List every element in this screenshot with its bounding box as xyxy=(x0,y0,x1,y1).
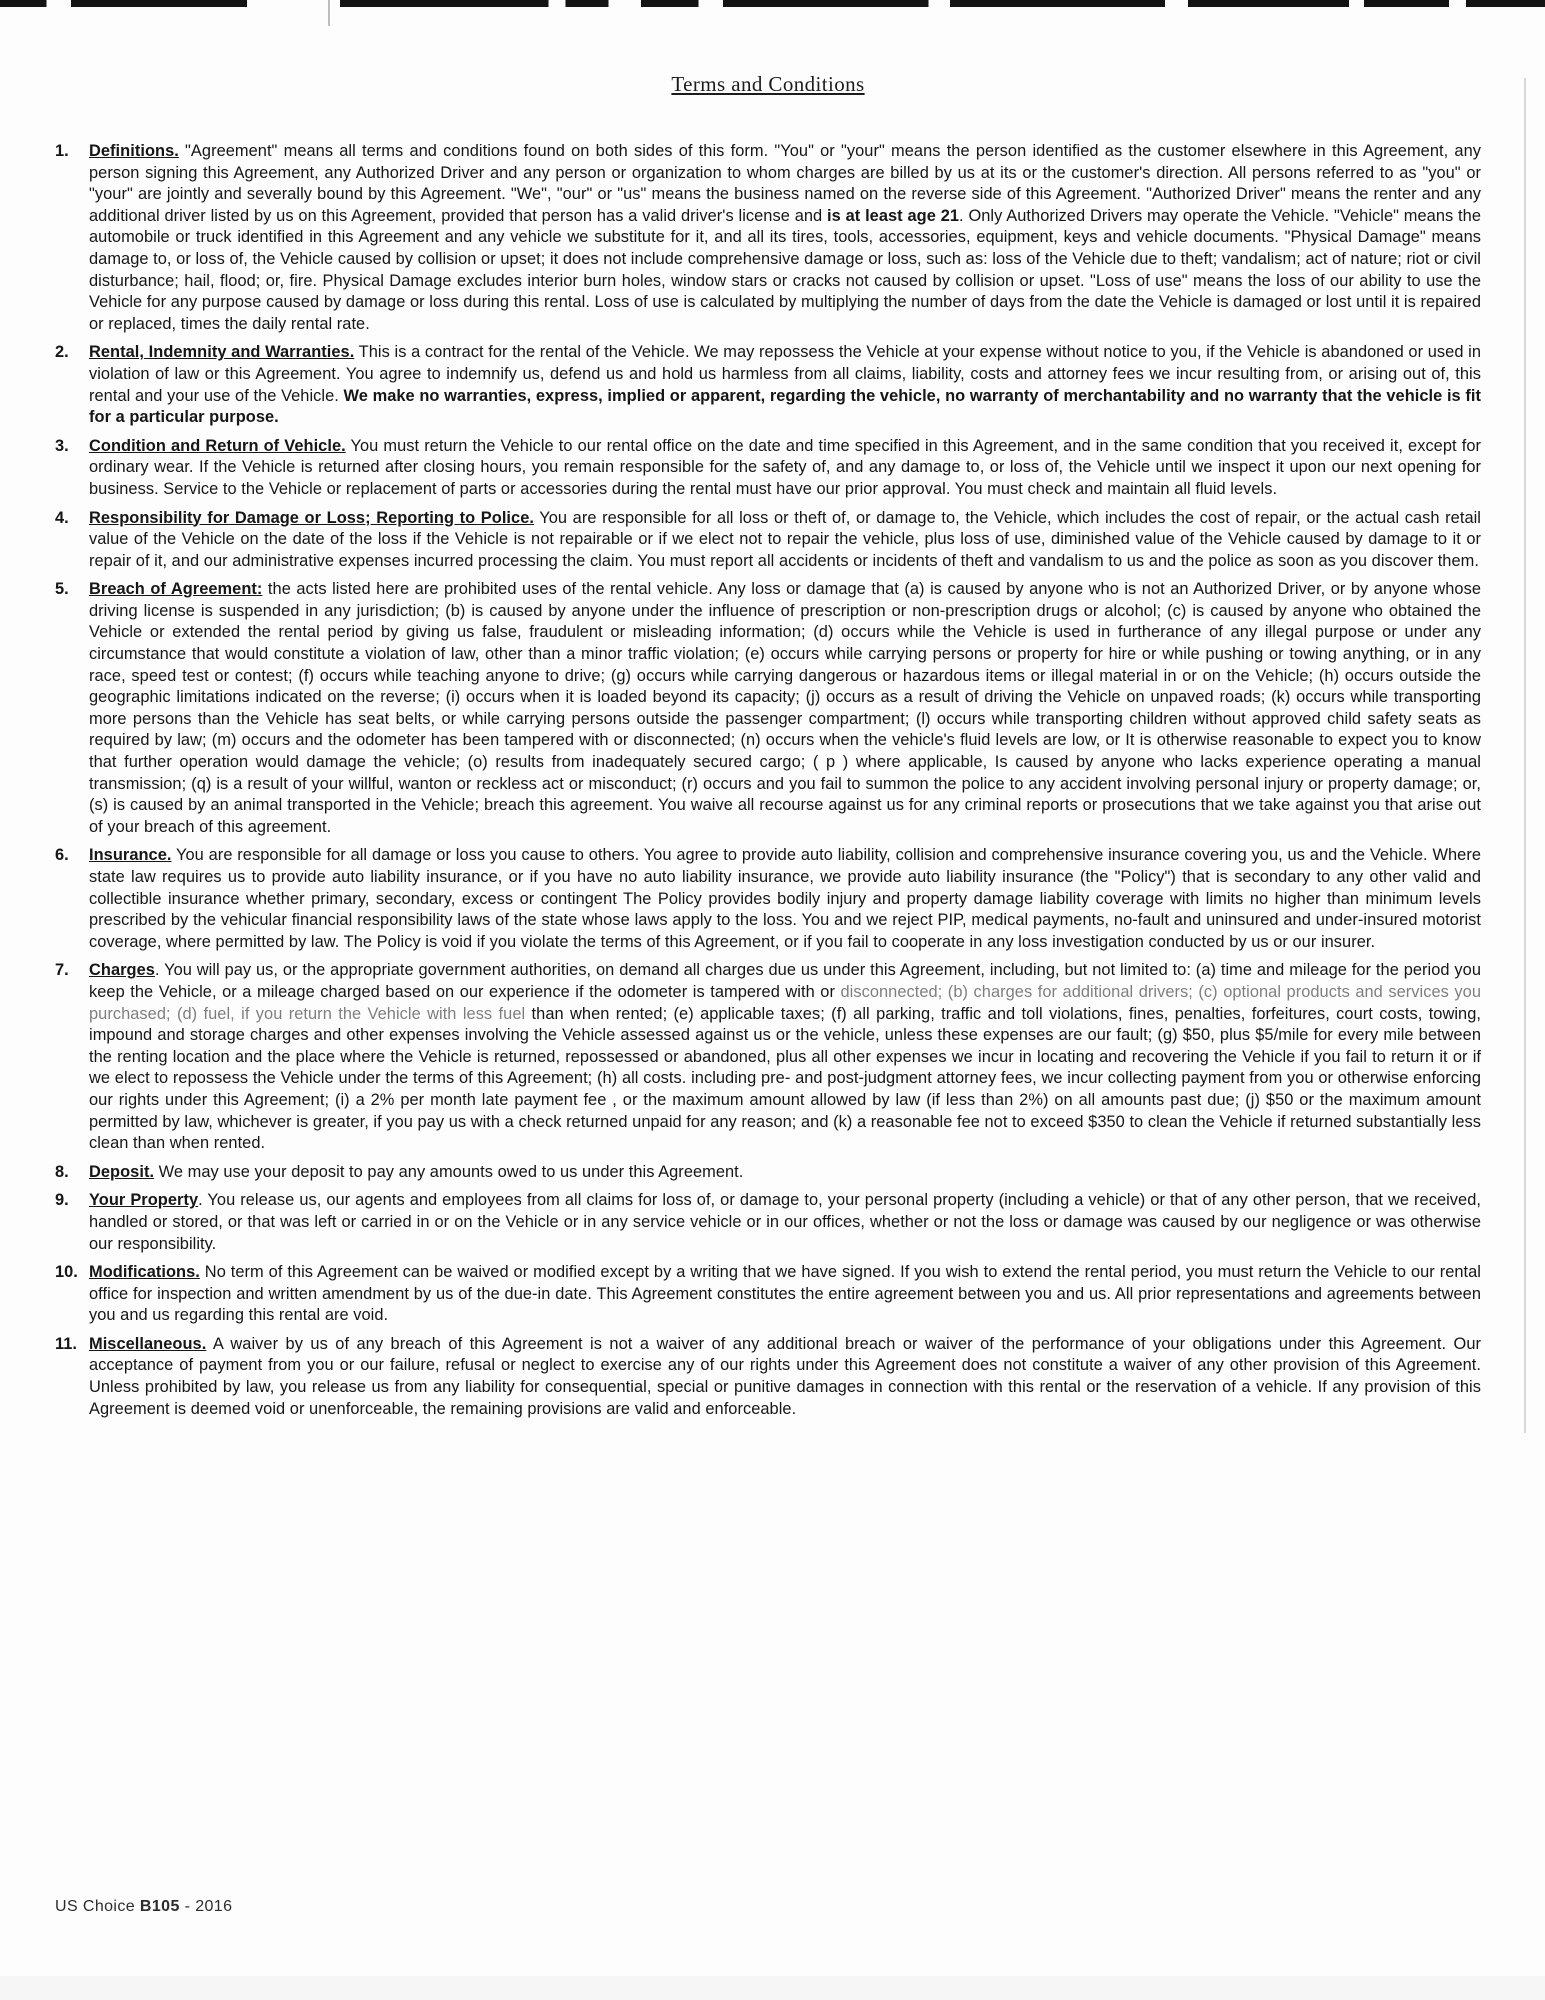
section-number: 9. xyxy=(55,1191,69,1210)
section-text: than when rented; (e) applicable taxes; (f) all parking, traffic and toll violations, fines, penalties, forfeitures, court costs, towing, impound and storage charges and other expenses involving the Vehicle assessed against us or the vehicle, unless these expenses are our fault; (g) $50, plus $5/mile for every mile between the renting location and the place where the Vehicle is returned, repossessed or abandoned, plus all other expenses we incur in locating and recovering the Vehicle if you fail to return it or if we elect to repossess the Vehicle under the terms of this Agreement; (h) all costs. including pre- and post-judgment attorney fees, we incur collecting payment from you or otherwise enforcing our rights under this Agreement; (i) a 2% per month late payment fee , or the maximum amount allowed by law (if less than 2%) on all amounts past due; (j) $50 or the maximum amount permitted by law, whichever is greater, if you pay us with a check returned unpaid for any reason; and (k) a reasonable fee not to exceed $350 to clean the Vehicle if returned substantially less clean than when rented. xyxy=(89,1004,1481,1153)
terms-section xyxy=(55,1262,1481,1327)
section-text: "Agreement" means all terms and conditions found on both sides of this form. "You" or "your" means the person identified as the customer elsewhere in this Agreement, any person signing this Agreement, any Authorized Driver and any person or organization to whom charges are billed by us at its or the customer's direction. All persons referred to as "you" or "your" are jointly and severally bound by this Agreement. "We", "our" or "us" means the business named on the reverse side of this Agreement. "Authorized Driver" means the renter and any additional driver listed by us on this Agreement, provided that person has a valid driver's license and xyxy=(89,142,1481,225)
section-text: . You release us, our agents and employees from all claims for loss of, or damage to, your personal property (including a vehicle) or that of any other person, that we received, handled or stored, or that was left or carried in or on the Vehicle or in any service vehicle or in our offices, whether or not the loss or damage was caused by our negligence or was otherwise our responsibility. xyxy=(89,1191,1481,1253)
section-body xyxy=(89,436,1481,501)
section-text: We may use your deposit to pay any amounts owed to us under this Agreement. xyxy=(154,1162,744,1181)
section-heading: Responsibility for Damage or Loss; Reporting to Police. xyxy=(89,508,534,527)
section-heading: Definitions. xyxy=(89,142,179,160)
form-code: B105 xyxy=(139,1898,180,1915)
section-text: A waiver by us of any breach of this Agreement is not a waiver of any additional breach or waiver of the performance of your obligations under this Agreement. Our acceptance of payment from you or our failure, refusal or neglect to exercise any of our rights under this Agreement does not constitute a waiver of any other provision of this Agreement. Unless prohibited by law, you release us from any liability for consequential, special or punitive damages in connection with this rental or the reservation of a vehicle. If any provision of this Agreement is deemed void or unenforceable, the remaining provisions are valid and enforceable. xyxy=(89,1334,1481,1418)
section-body xyxy=(89,508,1481,573)
section-text: We make no warranties, express, implied or apparent, regarding the vehicle, no warranty of merchantability and no warranty that the vehicle is fit for a particular purpose. xyxy=(89,386,1481,427)
section-heading: Condition and Return of Vehicle. xyxy=(89,436,346,455)
section-heading: Your Property xyxy=(89,1191,199,1210)
section-number: 6. xyxy=(55,846,69,865)
section-number: 7. xyxy=(55,961,69,980)
footer-suffix: - 2016 xyxy=(179,1898,233,1915)
section-body xyxy=(89,579,1481,838)
scan-artifact-bottom-band xyxy=(0,1976,1545,2000)
scan-artifact-tick xyxy=(328,0,330,26)
page-title: Terms and Conditions xyxy=(671,72,865,96)
form-code-footer xyxy=(55,1898,232,1916)
document-content xyxy=(55,72,1481,1427)
section-text: No term of this Agreement can be waived or modified except by a writing that we have signed. If you wish to extend the rental period, you must return the Vehicle to our rental office for inspection and written amendment by us of the due-in date. This Agreement constitutes the entire agreement between you and us. All prior representations and agreements between you and us regarding this rental are void. xyxy=(89,1263,1481,1325)
terms-section xyxy=(55,960,1481,1154)
section-heading: Deposit. xyxy=(89,1162,155,1181)
section-number: 2. xyxy=(55,343,69,362)
section-number: 8. xyxy=(55,1162,69,1181)
terms-section xyxy=(55,1162,1481,1184)
scan-artifact-top-bar xyxy=(0,0,1545,7)
section-heading: Charges xyxy=(89,961,155,980)
terms-section xyxy=(55,1334,1481,1420)
section-text: . Only Authorized Drivers may operate the Vehicle. "Vehicle" means the automobile or truck identified in this Agreement and any vehicle we substitute for it, and all its tires, tools, accessories, equipment, keys and vehicle documents. "Physical Damage" means damage to, or loss of, the Vehicle caused by collision or upset; it does not include comprehensive damage or loss, such as: loss of the Vehicle due to theft; vandalism; act of nature; riot or civil disturbance; hail, flood; or, fire. Physical Damage excludes interior burn holes, window stars or cracks not caused by collision or upset. "Loss of use" means the loss of our ability to use the Vehicle for any purpose caused by damage or loss during this rental. Loss of use is calculated by multiplying the number of days from the date the Vehicle is damaged or lost until it is repaired or replaced, times the daily rental rate. xyxy=(89,206,1481,333)
section-text: You are responsible for all damage or loss you cause to others. You agree to provide auto liability, collision and comprehensive insurance covering you, us and the Vehicle. Where state law requires us to provide auto liability insurance, or if you have no auto liability insurance, we provide auto liability insurance (the "Policy") that is secondary to any other valid and collectible insurance whether primary, secondary, excess or contingent The Policy provides bodily injury and property damage liability coverage with limits no higher than minimum levels prescribed by the vehicular financial responsibility laws of the state whose laws apply to the loss. You and we reject PIP, medical payments, no-fault and uninsured and under-insured motorist coverage, where permitted by law. The Policy is void if you violate the terms of this Agreement, or if you fail to cooperate in any loss investigation conducted by us or our insurer. xyxy=(89,846,1481,951)
section-body xyxy=(89,141,1481,335)
section-body xyxy=(89,1334,1481,1420)
section-number: 10. xyxy=(55,1263,78,1282)
terms-section xyxy=(55,845,1481,953)
terms-section xyxy=(55,1190,1481,1255)
terms-section xyxy=(55,579,1481,838)
section-number: 4. xyxy=(55,508,69,527)
section-text: is at least age 21 xyxy=(827,206,960,225)
section-text: This is a contract for the rental of the Vehicle. We may repossess the Vehicle at your expense without notice to you, if the Vehicle is abandoned or used in violation of law or this Agreement. You agree to indemnify us, defend us and hold us harmless from all claims, liability, costs and attorney fees we incur resulting from, or arising out of, this rental and your use of the Vehicle. xyxy=(89,343,1482,405)
section-text: disconnected; (b) charges for additional drivers; (c) optional products and services you purchased; (d) fuel, if you return the Vehicle with less fuel xyxy=(89,982,1481,1023)
section-number: 1. xyxy=(55,142,69,160)
terms-section xyxy=(55,436,1481,501)
section-number: 5. xyxy=(55,580,69,599)
section-text: the acts listed here are prohibited uses of the rental vehicle. Any loss or damage that (a) is caused by anyone who is not an Authorized Driver, or by anyone whose driving license is suspended in any jurisdiction; (b) is caused by anyone under the influence of prescription or non-prescription drugs or alcohol; (c) is caused by anyone who obtained the Vehicle or extended the rental period by giving us false, fraudulent or misleading information; (d) occurs while the Vehicle is used in furtherance of any illegal purpose or under any circumstance that would constitute a violation of law, other than a minor traffic violation; (e) occurs while carrying persons or property for hire or while pushing or towing anything, or in any race, speed test or contest; (f) occurs while teaching anyone to drive; (g) occurs while carrying dangerous or hazardous items or illegal material in or on the Vehicle; (h) occurs outside the geographic limitations indicated on the reverse; (i) occurs when it is loaded beyond its capacity; (j) occurs as a result of driving the Vehicle on unpaved roads; (k) occurs while transporting more persons than the Vehicle has seat belts, or while carrying persons outside the passenger compartment; (l) occurs while transporting children without approved child safety seats as required by law; (m) occurs and the odometer has been tampered with or disconnected; (n) occurs when the vehicle's fluid levels are low, or It is otherwise reasonable to expect you to know that further operation would damage the vehicle; (o) results from inadequately secured cargo; ( p ) where applicable, Is caused by anyone who lacks experience operating a manual transmission; (q) is a result of your willful, wanton or reckless act or misconduct; (r) occurs and you fail to summon the police to any accident involving personal injury or property damage; or, (s) is caused by an animal transported in the Vehicle; breach this agreement. You waive all recourse against us for any criminal reports or prosecutions that we take against you that arise out of your breach of this agreement. xyxy=(89,580,1481,836)
section-text: . You will pay us, or the appropriate government authorities, on demand all charges due us under this Agreement, including, but not limited to: (a) time and mileage for the period you keep the Vehicle, or a mileage charged based on our experience if the odometer is tampered with or xyxy=(89,961,1481,1001)
section-body xyxy=(89,1262,1481,1327)
section-number: 11. xyxy=(55,1334,77,1353)
section-heading: Insurance. xyxy=(89,846,172,865)
section-body xyxy=(89,1162,1481,1184)
section-body xyxy=(89,960,1481,1154)
scan-artifact-right-edge-line xyxy=(1524,78,1526,1433)
section-heading: Rental, Indemnity and Warranties. xyxy=(89,343,355,362)
section-body xyxy=(89,342,1481,428)
footer-prefix: US Choice xyxy=(55,1898,140,1915)
terms-section xyxy=(55,141,1481,335)
terms-list xyxy=(55,141,1481,1420)
section-heading: Miscellaneous. xyxy=(89,1334,207,1353)
section-body xyxy=(89,1190,1481,1255)
section-body xyxy=(89,845,1481,953)
section-number: 3. xyxy=(55,436,69,455)
section-text: You must return the Vehicle to our rental office on the date and time specified in this Agreement, and in the same condition that you received it, except for ordinary wear. If the Vehicle is returned after closing hours, you remain responsible for the safety of, and any damage to, or loss of, the Vehicle until we inspect it upon our next opening for business. Service to the Vehicle or replacement of parts or accessories during the rental must have our prior approval. You must check and maintain all fluid levels. xyxy=(89,436,1481,498)
section-text: You are responsible for all loss or theft of, or damage to, the Vehicle, which includes the cost of repair, or the actual cash retail value of the Vehicle on the date of the loss if the Vehicle is not repairable or if we elect not to repair the vehicle, plus loss of use, diminished value of the Vehicle caused by damage to it or repair of it, and our administrative expenses incurred processing the claim. You must report all accidents or incidents of theft and vandalism to us and the police as soon as you discover them. xyxy=(89,508,1481,570)
terms-section xyxy=(55,508,1481,573)
section-heading: Breach of Agreement: xyxy=(89,580,263,599)
terms-section xyxy=(55,342,1481,428)
section-heading: Modifications. xyxy=(89,1263,200,1282)
